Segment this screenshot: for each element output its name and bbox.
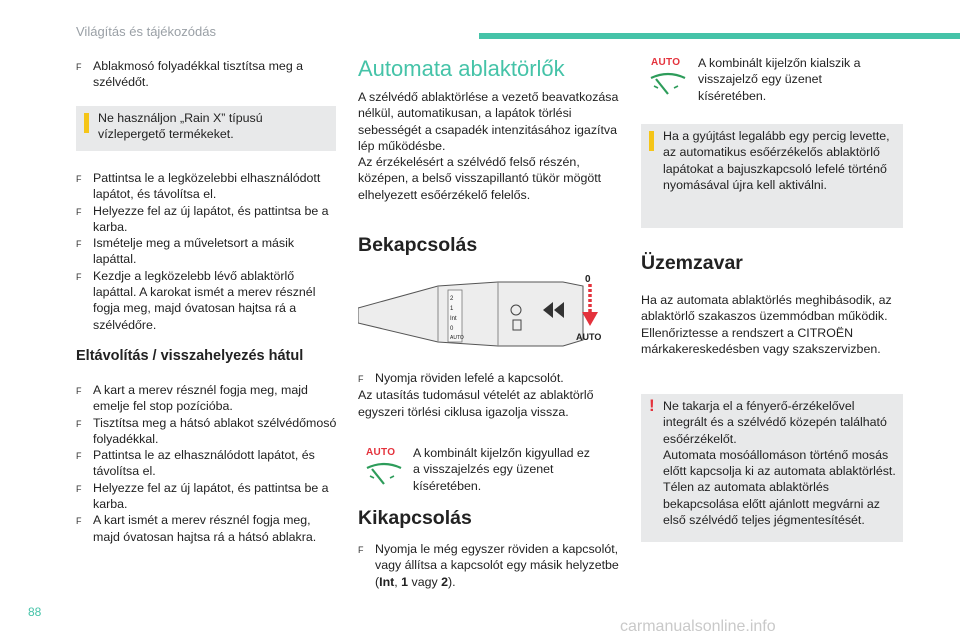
watermark: carmanualsonline.info	[620, 618, 776, 635]
fault-text: Ha az automata ablaktörlés meghibásodik, az ablaktörlő szakaszos üzemmódban működik. Ellenőriztesse a rendszert a CITROËN márkakereskedésben vagy szakszervizben.	[641, 293, 892, 356]
col1-top-list	[76, 58, 336, 91]
lever-label-auto: AUTO	[450, 335, 464, 341]
header-accent-bar	[479, 33, 960, 39]
warning-note: ! Ne takarja el a fényerő-érzékelővel integrált és a szélvédő közepén található esőérzékelőt. Automata mosóállomáson történő mosás előtt kapcsolja ki az automata ablaktörlést. Télen az automata ablaktörlés bekapcsolása előtt ajánlott megvárni az első szélvédő teljes jégmentesítését.	[641, 394, 903, 542]
rear-heading: Eltávolítás / visszahelyezés hátul	[76, 348, 304, 364]
off-instructions	[358, 541, 624, 590]
list-item: F Nyomja le még egyszer röviden a kapcsolót, vagy állítsa a kapcsolót egy másik helyzetbe (Int, 1 vagy 2).	[358, 542, 619, 589]
list-item: F Helyezze fel az új lapátot, és pattintsa be a karba.	[76, 480, 329, 512]
list-item: F Nyomja röviden lefelé a kapcsolót.	[358, 371, 564, 385]
list-item: F Helyezze fel az új lapátot, és pattintsa be a karba.	[76, 203, 329, 234]
auto-indicator-label: AUTO	[651, 57, 681, 68]
wiper-lever-illustration	[358, 268, 608, 358]
on-indicator-text: A kombinált kijelzőn kigyullad ez a visszajelzés egy üzenet kíséretében.	[413, 446, 591, 493]
on-explanation: Az utasítás tudomásul vételét az ablaktörlő egyszeri törlési ciklusa igazolja vissza.	[358, 388, 594, 419]
col1-steps-list	[76, 170, 338, 333]
auto-indicator-label: AUTO	[366, 447, 396, 458]
wiper-indicator-icon	[364, 462, 404, 486]
lever-label-2: 2	[450, 296, 454, 302]
page-title: Automata ablaktörlők	[358, 56, 565, 81]
bullet-marker: F	[76, 62, 82, 72]
warning-icon: !	[649, 396, 655, 415]
arrow-down-icon	[582, 312, 598, 326]
off-heading: Kikapcsolás	[358, 507, 472, 529]
info-note: Ha a gyújtást legalább egy percig levette, az automatikus esőérzékelős ablaktörlő lapátokat a bajuszkapcsoló lefelé történő nyomásával újra kell aktiválni.	[641, 124, 903, 228]
lever-label-0: 0	[450, 326, 454, 332]
lever-pos-auto: AUTO	[576, 332, 602, 342]
list-item: F A kart ismét a merev résznél fogja meg, majd óvatosan hajtsa rá a hátsó ablakra.	[76, 513, 317, 544]
note-marker-icon	[84, 113, 89, 133]
lever-label-int: Int	[450, 316, 457, 322]
intro-text: A szélvédő ablaktörlése a vezető beavatkozása nélkül, automatikusan, a lapátok törlési sebességét a csapadék intenzitásához igazítva lép működésbe. Az érzékelésért a szélvédő felső részén, középen, a belső visszapillantó tükör mögött elhelyezett esőérzékelő felelős.	[358, 90, 619, 202]
list-item: F Tisztítsa meg a hátsó ablakot szélvédőmosó folyadékkal.	[76, 415, 337, 446]
on-heading: Bekapcsolás	[358, 234, 478, 256]
list-item: F Pattintsa le az elhasználódott lapátot, és távolítsa el.	[76, 448, 315, 479]
on-instructions	[358, 370, 618, 420]
note-marker-icon	[649, 131, 654, 151]
page-number: 88	[28, 605, 42, 619]
lever-label-1: 1	[450, 306, 454, 312]
list-item: F Kezdje a legközelebb lévő ablaktörlő lapáttal. A karokat ismét a merev résznél fogja meg, majd óvatosan hajtsa rá a szélvédőre.	[76, 268, 316, 332]
info-note: Ne használjon „Rain X” típusú vízlepergető termékeket.	[76, 106, 336, 151]
lever-pos-0: 0	[585, 274, 591, 285]
off-indicator-text: A kombinált kijelzőn kialszik a visszajelző egy üzenet kíséretében.	[698, 56, 861, 103]
wiper-indicator-icon	[648, 72, 688, 96]
list-item: F Ismételje meg a műveletsort a másik lapáttal.	[76, 236, 295, 267]
col1-rear-list	[76, 382, 340, 545]
list-item: F Pattintsa le a legközelebbi elhasználódott lapátot, és távolítsa el.	[76, 171, 321, 202]
fault-heading: Üzemzavar	[641, 252, 743, 274]
list-item: F A kart a merev résznél fogja meg, majd emelje fel stop pozícióba.	[76, 383, 308, 414]
section-title: Világítás és tájékozódás	[76, 24, 216, 39]
list-item: F Ablakmosó folyadékkal tisztítsa meg a szélvédőt.	[76, 59, 304, 90]
